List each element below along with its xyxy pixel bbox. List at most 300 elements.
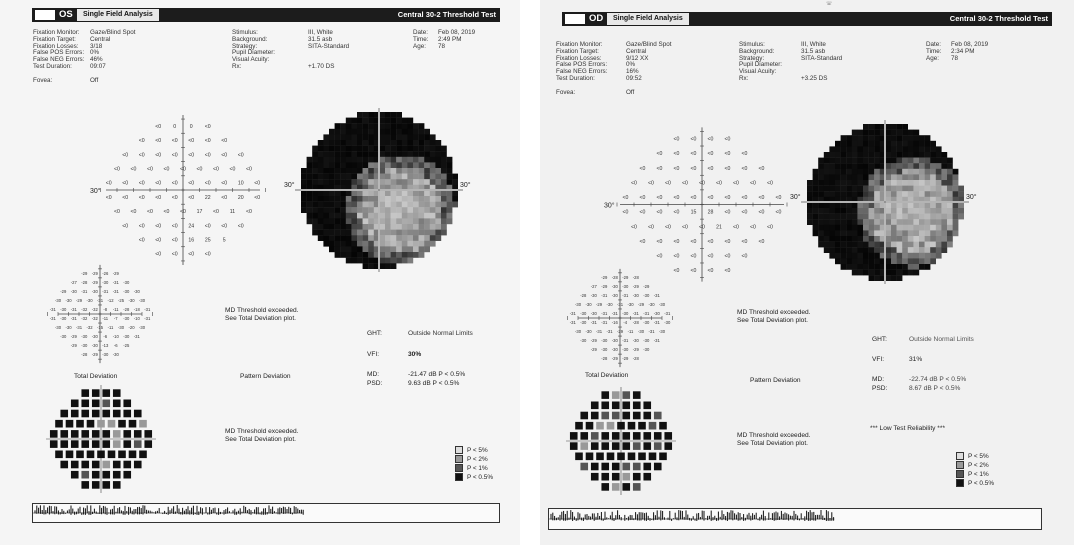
grayscale-cell [318,174,324,180]
grayscale-cell [396,235,402,241]
threshold-value: -30 [643,347,650,353]
threshold-value: -30 [611,292,618,298]
info-label: Background: [232,35,268,43]
psd-value: 9.63 dB P < 0.5% [408,380,460,387]
eye-label: OS [59,9,73,20]
threshold-value: -11 [627,329,634,335]
grayscale-cell [869,146,875,152]
grayscale-cell [435,207,441,213]
threshold-value: <0 [114,166,120,173]
grayscale-cell [385,118,391,124]
threshold-value: -30 [54,325,62,331]
grayscale-cell [407,146,413,152]
grayscale-cell [857,186,863,192]
grayscale-cell [368,179,374,185]
grayscale-cell [941,247,947,253]
info-value: 2:49 PM [438,35,462,43]
grayscale-cell [435,213,441,219]
grayscale-cell [941,174,947,180]
grayscale-cell [329,224,335,230]
grayscale-cell [936,253,942,259]
grayscale-cell [902,253,908,259]
grayscale-cell [863,219,869,225]
grayscale-cell [323,151,329,157]
grayscale-cell [813,202,819,208]
grayscale-cell [941,242,947,248]
threshold-value: <0 [155,180,162,187]
grayscale-cell [913,158,919,164]
grayscale-cell [396,224,402,230]
grayscale-cell [925,152,931,158]
grayscale-cell [323,196,329,202]
grayscale-cell [396,112,402,118]
grayscale-cell [340,162,346,168]
threshold-value: -31 [49,306,56,312]
grayscale-cell [335,218,341,224]
grayscale-cell [852,236,858,242]
probability-symbol [108,420,116,428]
grayscale-cell [908,264,914,270]
grayscale-cell [818,169,824,175]
grayscale-cell [897,163,903,169]
grayscale-cell [413,129,419,135]
grayscale-cell [902,225,908,231]
grayscale-cell [435,168,441,174]
probability-symbol [591,432,599,440]
grayscale-cell [391,162,397,168]
grayscale-cell [919,191,925,197]
grayscale-cell [435,230,441,236]
grayscale-cell [312,218,318,224]
grayscale-cell [368,235,374,241]
threshold-value: <0 [204,180,211,187]
threshold-value: <0 [690,268,697,275]
threshold-value: -32 [81,315,88,321]
threshold-value: <0 [724,238,731,245]
grayscale-cell [846,219,852,225]
threshold-value: <0 [138,138,145,145]
grayscale-cell [391,157,397,163]
grayscale-cell [857,135,863,141]
grayscale-cell [396,118,402,124]
grayscale-cell [891,214,897,220]
vfi-value: 30% [408,351,422,358]
grayscale-cell [885,158,891,164]
grayscale-cell [925,146,931,152]
grayscale-cell [379,263,385,269]
grayscale-cell [897,275,903,281]
grayscale-cell [329,230,335,236]
axis-degree-label: 30° [460,182,471,189]
grayscale-cell [829,214,835,220]
grayscale-cell [807,191,813,197]
grayscale-cell [379,230,385,236]
grayscale-cell [947,158,953,164]
info-value: Off [90,76,99,84]
grayscale-cell [891,124,897,130]
grayscale-cell [301,207,307,213]
grayscale-cell [441,224,447,230]
grayscale-cell [897,191,903,197]
grayscale-cell [379,112,385,118]
grayscale-cell [852,163,858,169]
grayscale-cell [346,174,352,180]
grayscale-cell [908,214,914,220]
grayscale-cell [841,208,847,214]
info-value: 09:52 [626,74,642,82]
grayscale-cell [323,162,329,168]
threshold-value: -31 [606,329,613,335]
grayscale-plot [284,100,474,280]
grayscale-cell [340,235,346,241]
grayscale-cell [441,174,447,180]
grayscale-cell [435,235,441,241]
probability-symbol [601,402,609,410]
grayscale-cell [941,225,947,231]
grayscale-cell [958,208,964,214]
grayscale-cell [402,190,408,196]
info-value: 78 [438,42,446,50]
grayscale-cell [818,242,824,248]
grayscale-cell [874,247,880,253]
grayscale-cell [335,129,341,135]
grayscale-cell [396,213,402,219]
threshold-value: <0 [690,165,697,172]
threshold-value: <0 [656,253,663,260]
grayscale-cell [869,247,875,253]
grayscale-cell [902,163,908,169]
info-value: Central [90,35,111,43]
grayscale-cell [447,179,453,185]
grayscale-cell [852,191,858,197]
grayscale-cell [407,235,413,241]
grayscale-cell [885,202,891,208]
info-value: Feb 08, 2019 [438,29,476,36]
threshold-value: -32 [91,306,98,312]
grayscale-cell [424,235,430,241]
grayscale-cell [407,168,413,174]
grayscale-cell [402,134,408,140]
grayscale-cell [913,219,919,225]
grayscale-cell [902,270,908,276]
threshold-value: <0 [204,223,211,230]
grayscale-cell [351,146,357,152]
grayscale-cell [379,157,385,163]
grayscale-cell [368,213,374,219]
grayscale-cell [852,214,858,220]
grayscale-cell [396,196,402,202]
threshold-value: <0 [639,195,646,202]
grayscale-cell [869,163,875,169]
grayscale-cell [925,202,931,208]
grayscale-cell [885,146,891,152]
grayscale-cell [396,241,402,247]
grayscale-cell [846,152,852,158]
grayscale-cell [385,162,391,168]
grayscale-cell [902,247,908,253]
grayscale-cell [863,258,869,264]
grayscale-cell [329,140,335,146]
grayscale-cell [407,129,413,135]
grayscale-cell [902,124,908,130]
grayscale-cell [402,241,408,247]
grayscale-cell [902,152,908,158]
threshold-value: -30 [81,334,88,340]
threshold-value: <0 [155,152,162,159]
probability-symbol [638,422,646,430]
grayscale-cell [885,219,891,225]
grayscale-cell [925,169,931,175]
grayscale-cell [818,158,824,164]
threshold-value: -30 [622,283,629,289]
probability-symbol [612,391,620,399]
grayscale-cell [885,247,891,253]
grayscale-cell [340,196,346,202]
grayscale-cell [930,186,936,192]
info-label: Fixation Monitor: [556,41,603,48]
grayscale-cell [407,241,413,247]
grayscale-cell [402,151,408,157]
grayscale-cell [340,174,346,180]
threshold-value: <0 [673,136,680,143]
probability-symbol [591,473,599,481]
grayscale-cell [841,219,847,225]
grayscale-cell [874,225,880,231]
grayscale-cell [869,275,875,281]
grayscale-cell [340,190,346,196]
probability-symbol [633,432,641,440]
grayscale-cell [318,196,324,202]
grayscale-cell [908,258,914,264]
grayscale-cell [335,230,341,236]
threshold-value: -30 [580,310,587,316]
grayscale-cell [357,151,363,157]
info-label: Test Duration: [33,62,72,70]
grayscale-cell [368,230,374,236]
grayscale-cell [301,202,307,208]
grayscale-cell [930,242,936,248]
grayscale-cell [329,157,335,163]
threshold-value: 0 [173,123,177,130]
grayscale-cell [407,207,413,213]
grayscale-cell [930,180,936,186]
probability-symbol [113,471,121,479]
legend-swatch [455,464,463,472]
grayscale-cell [936,219,942,225]
grayscale-cell [852,247,858,253]
md-note-line: MD Threshold exceeded. [737,309,811,316]
threshold-value: -31 [632,310,639,316]
threshold-value: -29 [70,343,77,349]
grayscale-cell [441,179,447,185]
threshold-value: -30 [611,347,618,353]
grayscale-cell [874,174,880,180]
grayscale-cell [925,135,931,141]
threshold-value: -30 [574,329,582,335]
grayscale-cell [869,242,875,248]
grayscale-cell [913,169,919,175]
grayscale-cell [936,247,942,253]
grayscale-cell [318,162,324,168]
grayscale-cell [430,235,436,241]
threshold-value: -30 [643,319,650,325]
threshold-value: -29 [632,283,639,289]
md-threshold-note-2 [737,432,811,448]
grayscale-cell [891,270,897,276]
threshold-value: <0 [707,165,714,172]
info-row [413,37,513,44]
grayscale-cell [368,112,374,118]
threshold-value: <0 [656,165,663,172]
grayscale-cell [953,191,959,197]
threshold-value: -29 [611,356,618,362]
info-row [413,44,513,51]
grayscale-cell [363,230,369,236]
grayscale-cell [863,135,869,141]
grayscale-cell [312,179,318,185]
grayscale-cell [841,191,847,197]
grayscale-cell [897,146,903,152]
grayscale-cell [908,169,914,175]
grayscale-cell [346,190,352,196]
grayscale-cell [897,242,903,248]
probability-symbol [601,412,609,420]
threshold-value: <0 [724,268,731,275]
grayscale-cell [419,213,425,219]
grayscale-cell [925,158,931,164]
threshold-value: -30 [60,306,67,312]
threshold-value: -30 [632,292,639,298]
threshold-value: -30 [580,338,587,344]
threshold-value: -31 [601,310,608,316]
grayscale-cell [874,130,880,136]
grayscale-cell [936,158,942,164]
grayscale-cell [919,258,925,264]
grayscale-cell [430,190,436,196]
threshold-value: -28 [580,292,587,298]
grayscale-cell [363,235,369,241]
grayscale-cell [941,230,947,236]
pattern-deviation-label: Pattern Deviation [240,373,291,380]
legend-entry [455,464,493,473]
grayscale-cell [930,219,936,225]
threshold-value: <0 [690,136,697,143]
grayscale-cell [413,140,419,146]
grayscale-cell [925,219,931,225]
grayscale-cell [852,225,858,231]
grayscale-cell [829,208,835,214]
grayscale-cell [323,207,329,213]
threshold-value: <0 [188,152,195,159]
probability-symbol [71,400,79,408]
grayscale-cell [958,186,964,192]
grayscale-cell [368,258,374,264]
grayscale-cell [846,141,852,147]
grayscale-cell [925,247,931,253]
grayscale-cell [841,202,847,208]
grayscale-cell [385,140,391,146]
ght-value: Outside Normal Limits [909,336,974,343]
grayscale-cell [391,112,397,118]
grayscale-cell [391,118,397,124]
grayscale-cell [407,218,413,224]
grayscale-cell [419,123,425,129]
grayscale-cell [407,118,413,124]
probability-symbol [654,442,662,450]
grayscale-cell [897,158,903,164]
md-threshold-note [225,307,299,323]
grayscale-cell [368,263,374,269]
grayscale-cell [841,135,847,141]
grayscale-cell [941,163,947,169]
probability-symbol [612,442,620,450]
grayscale-cell [385,241,391,247]
grayscale-cell [863,247,869,253]
grayscale-cell [891,264,897,270]
threshold-value: <0 [246,209,252,216]
grayscale-cell [447,168,453,174]
grayscale-cell [379,207,385,213]
info-value: 46% [90,56,103,64]
grayscale-cell [447,207,453,213]
grayscale-cell [346,224,352,230]
probability-symbol [123,440,131,448]
grayscale-cell [323,134,329,140]
probability-symbol [102,410,110,418]
grayscale-cell [340,146,346,152]
grayscale-cell [351,140,357,146]
md-value: -22.74 dB P < 0.5% [909,376,967,383]
grayscale-cell [902,219,908,225]
grayscale-cell [874,163,880,169]
grayscale-cell [885,169,891,175]
info-label: Fovea: [33,76,53,84]
grayscale-cell [902,264,908,270]
probability-symbol [71,430,79,438]
threshold-value: -28 [632,356,639,362]
threshold-value: -29 [75,297,83,303]
grayscale-cell [818,163,824,169]
grayscale-cell [391,263,397,269]
grayscale-cell [818,186,824,192]
grayscale-cell [312,224,318,230]
grayscale-cell [874,146,880,152]
grayscale-cell [908,225,914,231]
grayscale-cell [807,180,813,186]
grayscale-cell [891,186,897,192]
grayscale-cell [424,134,430,140]
grayscale-cell [301,168,307,174]
grayscale-cell [874,270,880,276]
threshold-value: <0 [114,209,120,216]
threshold-value: <0 [130,209,137,216]
threshold-value: -27 [70,279,77,285]
grayscale-cell [824,202,830,208]
threshold-value: <0 [690,151,697,158]
grayscale-cell [452,174,458,180]
grayscale-cell [346,252,352,258]
threshold-value: 25 [204,237,211,244]
grayscale-cell [846,236,852,242]
grayscale-cell [852,130,858,136]
grayscale-cell [930,208,936,214]
grayscale-cell [329,196,335,202]
grayscale-cell [813,219,819,225]
threshold-value: <0 [699,224,705,231]
probability-symbol [654,412,662,420]
threshold-value: <0 [188,180,195,187]
probability-symbol [659,453,667,461]
